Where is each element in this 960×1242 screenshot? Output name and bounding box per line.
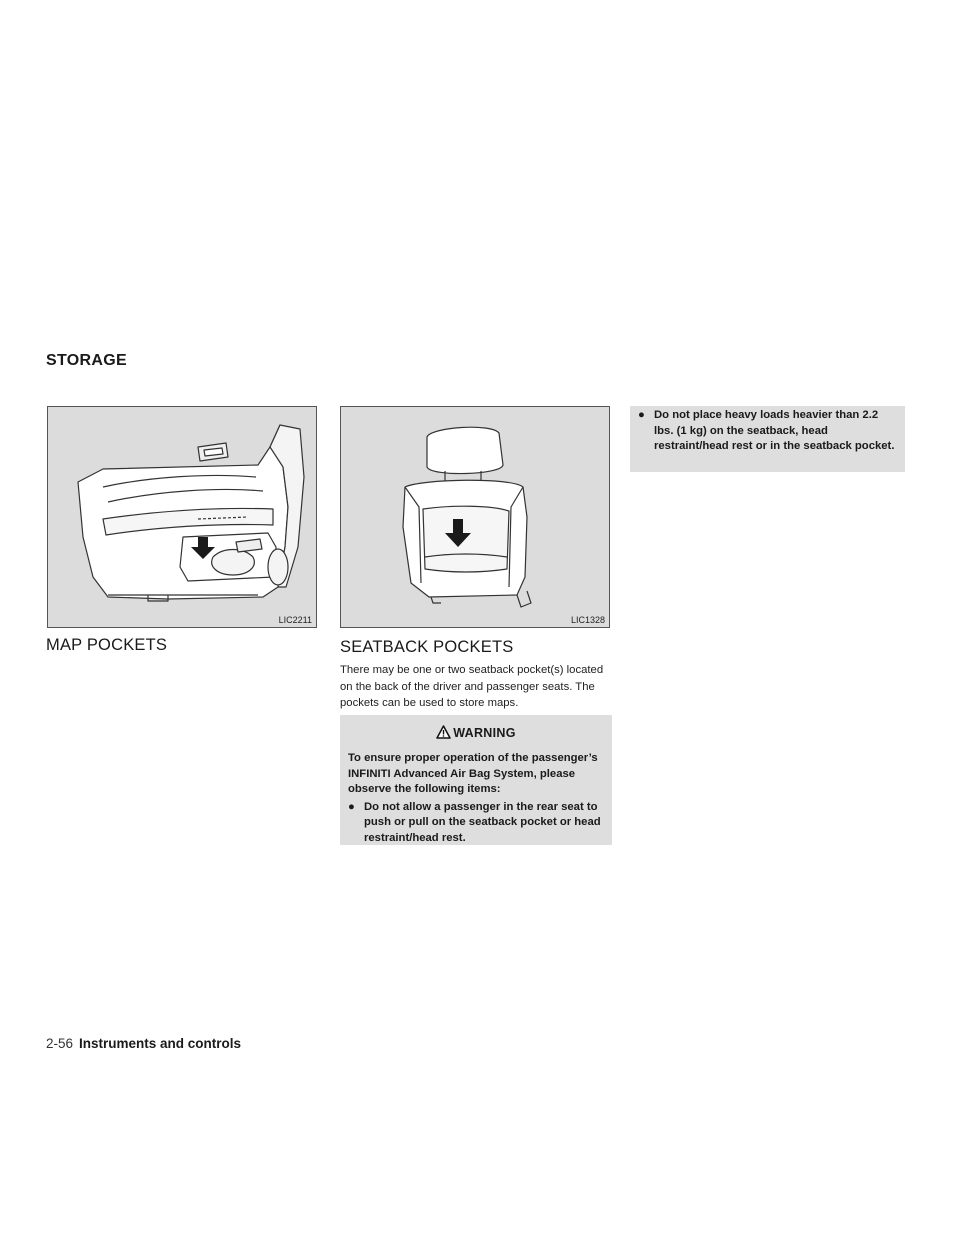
warning-box <box>340 715 612 845</box>
chapter-title: Instruments and controls <box>79 1036 242 1051</box>
warning-intro: To ensure proper operation of the passenger’s INFINITI Advanced Air Bag System, please observe the following items: <box>348 752 598 795</box>
warning-bullet: ● Do not allow a passenger in the rear seat to push or pull on the seatback pocket or head restraint/head rest. <box>348 800 604 847</box>
seatback-pocket-illustration <box>341 407 611 629</box>
warning-triangle-icon <box>436 725 451 739</box>
warning-bullet: ● Do not place heavy loads heavier than 2.2 lbs. (1 kg) on the seatback, head restraint/head rest or in the seatback pocket. <box>638 408 897 455</box>
seatback-pockets-body: There may be one or two seatback pocket(s) located on the back of the driver and passenger seats. The pockets can be used to store maps. <box>340 664 604 709</box>
map-pockets-heading: MAP POCKETS <box>46 636 168 654</box>
seatback-pockets-heading: SEATBACK POCKETS <box>340 638 514 656</box>
page-number: 2-56 <box>46 1036 74 1051</box>
door-map-pocket-figure <box>47 406 317 628</box>
door-map-pocket-illustration <box>48 407 318 629</box>
section-title: STORAGE <box>46 352 127 369</box>
figure-code: LIC1328 <box>570 615 605 625</box>
page-footer <box>46 1036 241 1051</box>
figure-code: LIC2211 <box>278 615 312 625</box>
warning-box-continued <box>630 406 905 472</box>
warning-title: WARNING <box>348 715 604 740</box>
bullet-icon: ● <box>638 409 645 421</box>
seatback-pocket-figure <box>340 406 610 628</box>
bullet-icon: ● <box>348 800 355 813</box>
